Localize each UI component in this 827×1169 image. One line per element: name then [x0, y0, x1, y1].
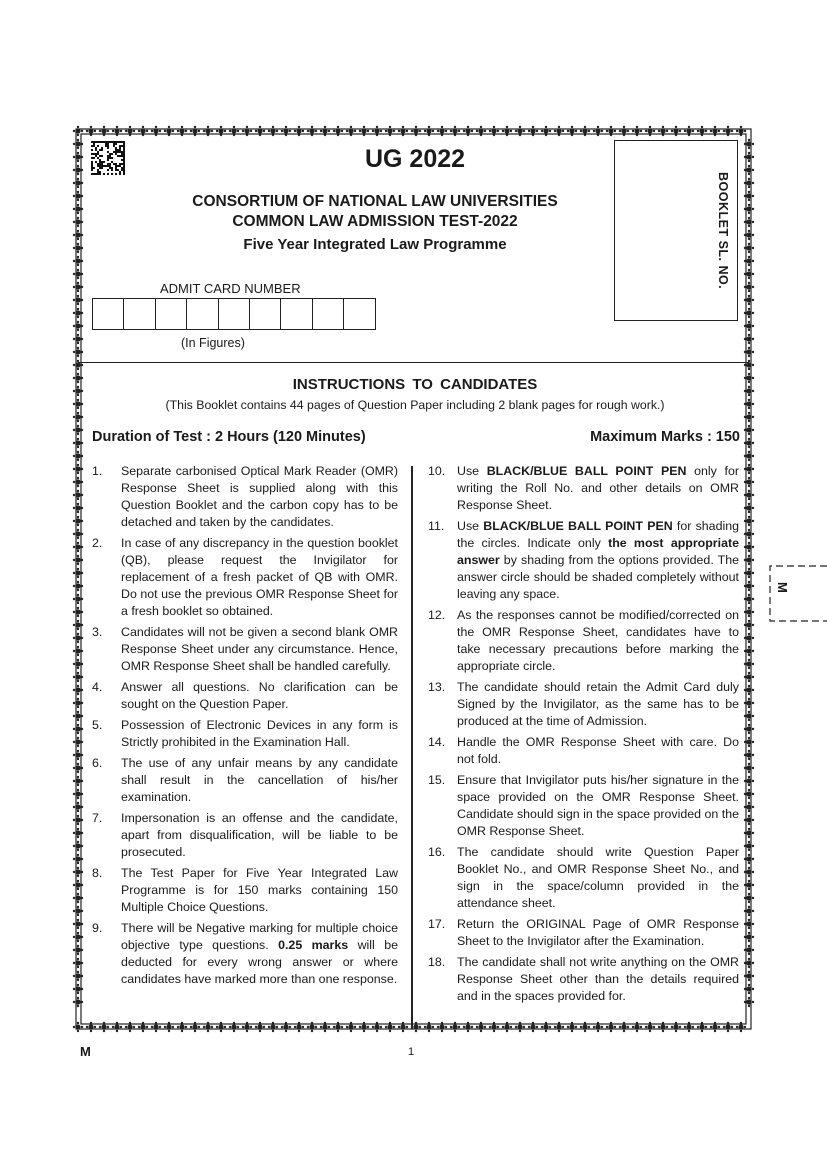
instruction-number: 11.: [428, 519, 445, 533]
instruction-item: [92, 717, 398, 751]
instruction-item: [428, 518, 739, 603]
instruction-text: The candidate shall not write anything on the OMR Response Sheet other than the details required and in the spaces provided for.: [457, 955, 739, 1003]
admit-card-digit-box[interactable]: [312, 298, 344, 330]
test-duration: Duration of Test : 2 Hours (120 Minutes): [92, 429, 366, 445]
instruction-number: 9.: [92, 921, 103, 935]
instruction-item: [428, 463, 739, 514]
booklet-serial-label: BOOKLET SL. NO.: [716, 172, 730, 290]
instruction-text: The candidate should write Question Paper Booklet No., and OMR Response Sheet No., and sign in the space/column provided in the attendance sheet.: [457, 845, 739, 910]
page-number: 1: [408, 1046, 415, 1058]
instruction-text: There will be Negative marking for multiple choice objective type questions. 0.25 marks will be deducted for every wrong answer or where candidates have marked more than one response.: [121, 921, 398, 986]
instruction-text: Answer all questions. No clarification can be sought on the Question Paper.: [121, 680, 398, 711]
instruction-number: 7.: [92, 811, 103, 825]
instruction-item: [92, 865, 398, 916]
instruction-text: The use of any unfair means by any candidate shall result in the cancellation of his/her examination.: [121, 756, 398, 804]
instruction-item: [428, 734, 739, 768]
admit-card-digit-box[interactable]: [186, 298, 218, 330]
instruction-number: 4.: [92, 680, 103, 694]
organization-name: CONSORTIUM OF NATIONAL LAW UNIVERSITIES: [192, 193, 558, 210]
instruction-item: [428, 607, 739, 675]
instruction-number: 8.: [92, 866, 103, 880]
instruction-item: [92, 624, 398, 675]
instruction-text: Return the ORIGINAL Page of OMR Response Sheet to the Invigilator after the Examination.: [457, 917, 739, 948]
instruction-text: The candidate should retain the Admit Card duly Signed by the Invigilator, as the same has to be produced at the time of Admission.: [457, 680, 739, 728]
side-tab-letter: M: [775, 582, 790, 593]
admit-card-boxes[interactable]: [92, 298, 376, 330]
section-divider: [78, 362, 749, 363]
instruction-text: As the responses cannot be modified/corrected on the OMR Response Sheet, candidates have to take necessary precautions before marking the appropriate circle.: [457, 608, 739, 673]
instruction-number: 6.: [92, 756, 103, 770]
instruction-number: 1.: [92, 464, 103, 478]
instruction-text: In case of any discrepancy in the question booklet (QB), please request the Invigilator for replacement of a fresh packet of QB with OMR. Do not use the previous OMR Response Sheet for a fresh booklet so obtained.: [121, 536, 398, 618]
instruction-item: [428, 844, 739, 912]
instruction-item: [92, 810, 398, 861]
instruction-number: 10.: [428, 464, 446, 478]
column-divider: [411, 466, 413, 1029]
instruction-item: [92, 679, 398, 713]
instruction-item: [428, 772, 739, 840]
instruction-text: Use BLACK/BLUE BALL POINT PEN only for writing the Roll No. and other details on OMR Response Sheet.: [457, 464, 740, 512]
instructions-right-column: [428, 463, 739, 1009]
test-name: COMMON LAW ADMISSION TEST-2022: [232, 213, 518, 230]
admit-card-digit-box[interactable]: [92, 298, 124, 330]
programme-name: Five Year Integrated Law Programme: [243, 236, 507, 253]
maximum-marks: Maximum Marks : 150: [590, 429, 740, 445]
instruction-text: Handle the OMR Response Sheet with care. Do not fold.: [457, 735, 739, 766]
instruction-item: [92, 755, 398, 806]
instructions-title: INSTRUCTIONS TO CANDIDATES: [292, 376, 538, 393]
admit-card-label: ADMIT CARD NUMBER: [160, 281, 301, 296]
instruction-text: Possession of Electronic Devices in any form is Strictly prohibited in the Examination Hall.: [121, 718, 398, 749]
instruction-item: [92, 920, 398, 988]
instruction-number: 13.: [428, 680, 446, 694]
admit-card-digit-box[interactable]: [280, 298, 312, 330]
instruction-item: [428, 679, 739, 730]
admit-card-hint: (In Figures): [181, 336, 245, 350]
admit-card-digit-box[interactable]: [218, 298, 250, 330]
instruction-number: 18.: [428, 955, 446, 969]
instruction-number: 5.: [92, 718, 103, 732]
instructions-left-column: [92, 463, 398, 992]
instruction-text: The Test Paper for Five Year Integrated Law Programme is for 150 marks containing 150 Multiple Choice Questions.: [121, 866, 398, 914]
qr-code-icon: [91, 141, 125, 175]
admit-card-digit-box[interactable]: [249, 298, 281, 330]
instruction-text: Ensure that Invigilator puts his/her signature in the space provided on the OMR Response Sheet. Candidate should sign in the space provided on the OMR Response Sheet.: [457, 773, 739, 838]
instruction-text: Separate carbonised Optical Mark Reader (OMR) Response Sheet is supplied along with this Question Booklet and the carbon copy has to be detached and taken by the candidates.: [121, 464, 398, 529]
instruction-text: Impersonation is an offense and the candidate, apart from disqualification, will be liable to be prosecuted.: [121, 811, 398, 859]
instructions-subtitle: (This Booklet contains 44 pages of Question Paper including 2 blank pages for rough work.): [165, 398, 665, 412]
admit-card-digit-box[interactable]: [155, 298, 187, 330]
footer-series: M: [80, 1044, 91, 1059]
instruction-number: 15.: [428, 773, 446, 787]
instruction-number: 17.: [428, 917, 446, 931]
instruction-number: 3.: [92, 625, 103, 639]
page-title: UG 2022: [364, 145, 466, 173]
side-tab-frame: [769, 565, 827, 622]
instruction-item: [428, 954, 739, 1005]
instruction-number: 16.: [428, 845, 446, 859]
instruction-number: 2.: [92, 536, 103, 550]
instruction-number: 12.: [428, 608, 446, 622]
admit-card-digit-box[interactable]: [343, 298, 375, 330]
admit-card-digit-box[interactable]: [123, 298, 155, 330]
instruction-item: [92, 535, 398, 620]
instruction-number: 14.: [428, 735, 446, 749]
instruction-item: [428, 916, 739, 950]
instruction-item: [92, 463, 398, 531]
instruction-text: Use BLACK/BLUE BALL POINT PEN for shading the circles. Indicate only the most appropriate answer by shading from the options provided. The answer circle should be shaded completely without leaving any space.: [457, 519, 740, 601]
instruction-text: Candidates will not be given a second blank OMR Response Sheet under any circumstance. Hence, OMR Response Sheet shall be handled carefully.: [121, 625, 398, 673]
